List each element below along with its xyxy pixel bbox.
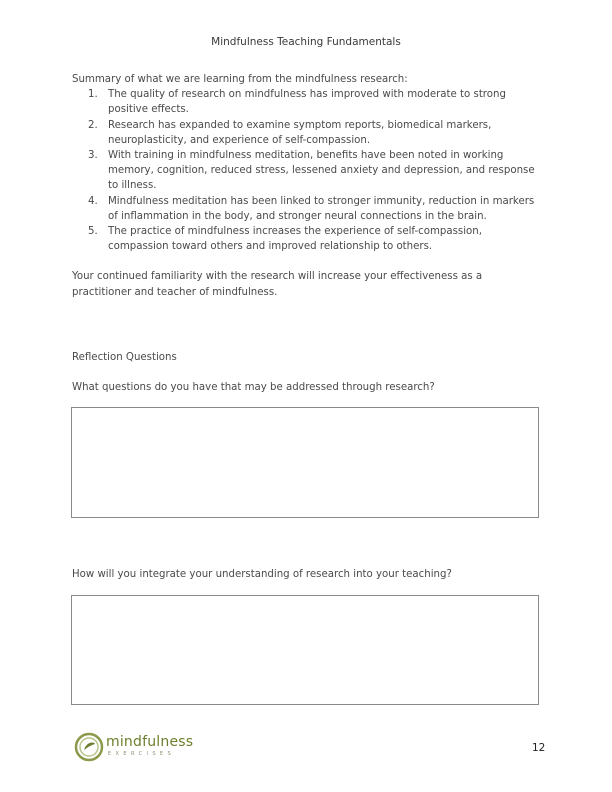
list-item-number: 5. (88, 226, 98, 238)
reflection-question-1: What questions do you have that may be addressed through research? (72, 382, 435, 393)
summary-closing: Your continued familiarity with the research will increase your effectiveness as a practitioner and teacher of mindfulness. (72, 271, 483, 298)
list-item-text: Research has expanded to examine symptom reports, biomedical markers, neuroplasticity, and experience of self-compassion. (108, 119, 492, 146)
list-item-text: The quality of research on mindfulness has improved with moderate to strong positive effects. (108, 89, 506, 116)
reflection-heading: Reflection Questions (72, 352, 177, 363)
list-item-number: 1. (88, 89, 98, 101)
list-item (72, 118, 542, 148)
answer-box-2[interactable] (71, 595, 539, 705)
summary-intro: Summary of what we are learning from the mindfulness research: (72, 74, 408, 85)
logo-subtitle: EXERCISES (108, 751, 176, 757)
answer-box-1[interactable] (71, 407, 539, 518)
logo-wordmark: mindfulness (106, 734, 194, 750)
logo-mark-icon (74, 732, 104, 762)
list-item (72, 224, 542, 254)
mindfulness-exercises-logo (74, 730, 204, 766)
list-item-number: 2. (88, 119, 98, 131)
list-item-number: 4. (88, 195, 98, 207)
page-number: 12 (532, 742, 546, 754)
list-item-number: 3. (88, 150, 98, 162)
list-item-text: Mindfulness meditation has been linked to stronger immunity, reduction in markers of inflammation in the body, and stronger neural connections in the brain. (108, 195, 535, 222)
page-header-title: Mindfulness Teaching Fundamentals (211, 36, 401, 48)
list-item-text: With training in mindfulness meditation, benefits have been noted in working memory, cognition, reduced stress, lessened anxiety and depression, and response to illness. (108, 150, 535, 192)
list-item (72, 148, 542, 194)
list-item-text: The practice of mindfulness increases the experience of self-compassion, compassion toward others and improved relationship to others. (108, 226, 482, 253)
reflection-question-2: How will you integrate your understanding of research into your teaching? (72, 569, 452, 580)
summary-section (72, 72, 542, 310)
list-item (72, 87, 542, 117)
summary-list (72, 87, 542, 254)
list-item (72, 194, 542, 224)
